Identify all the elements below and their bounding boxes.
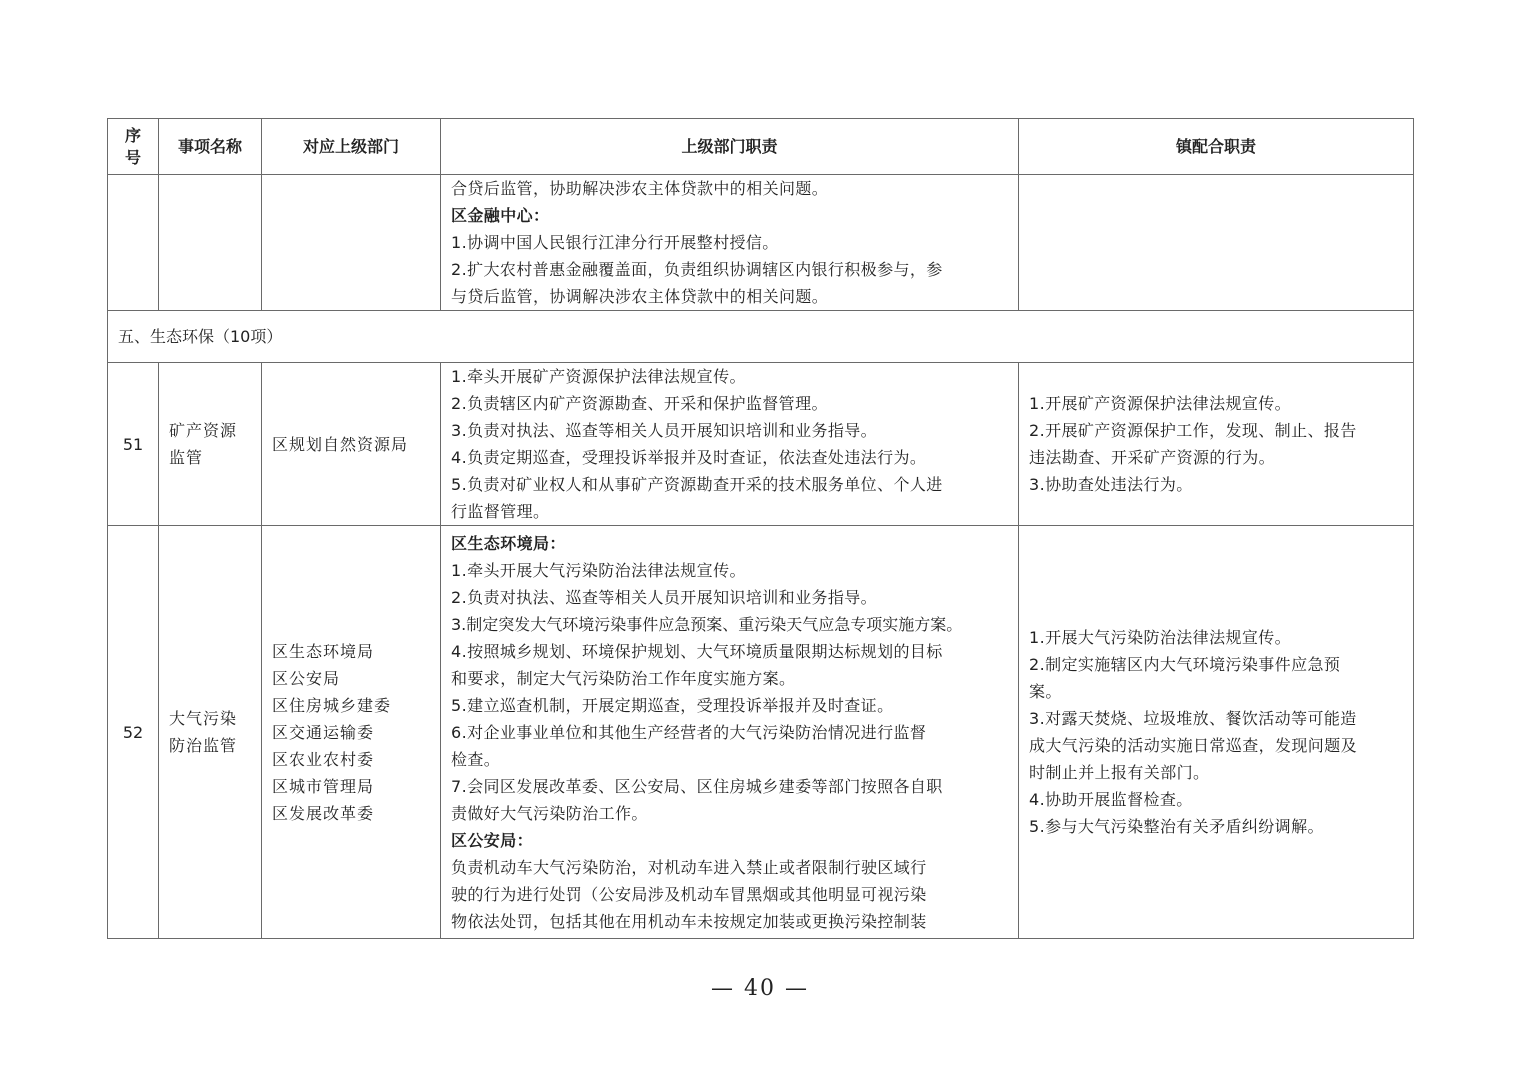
duty-line: 物依法处罚，包括其他在用机动车未按规定加装或更换污染控制装 xyxy=(451,911,927,931)
header-superior-duty: 上级部门职责 xyxy=(441,119,1019,175)
duty-subheading: 区金融中心： xyxy=(451,206,550,225)
duty-line: 和要求，制定大气污染防治工作年度实施方案。 xyxy=(451,668,796,688)
table-row xyxy=(108,526,1414,939)
duty-line: 行监督管理。 xyxy=(451,502,550,521)
row-town-duty xyxy=(1019,363,1414,526)
town-duty-line: 违法勘查、开采矿产资源的行为。 xyxy=(1029,448,1276,467)
duty-line: 5.建立巡查机制，开展定期巡查，受理投诉举报并及时查证。 xyxy=(451,695,894,715)
town-duty-line: 2.制定实施辖区内大气环境污染事件应急预 xyxy=(1029,655,1341,674)
duty-line: 负责机动车大气污染防治，对机动车进入禁止或者限制行驶区域行 xyxy=(451,857,927,877)
table-row xyxy=(108,363,1414,526)
cell-town-duty xyxy=(1019,175,1414,311)
town-duty-line: 5.参与大气污染整治有关矛盾纠纷调解。 xyxy=(1029,817,1324,836)
duty-line: 合贷后监管，协助解决涉农主体贷款中的相关问题。 xyxy=(451,179,829,198)
dept-line: 区农业农村委 xyxy=(272,749,375,769)
item-name-line: 矿产资源 xyxy=(169,421,238,440)
duty-line: 2.负责对执法、巡查等相关人员开展知识培训和业务指导。 xyxy=(451,587,878,607)
section-row xyxy=(108,311,1414,363)
duty-line: 2.负责辖区内矿产资源勘查、开采和保护监督管理。 xyxy=(451,394,828,413)
dept-line: 区发展改革委 xyxy=(272,803,375,823)
item-name-line: 防治监管 xyxy=(169,736,238,755)
duty-line: 4.负责定期巡查，受理投诉举报并及时查证，依法查处违法行为。 xyxy=(451,448,927,467)
duty-line: 驶的行为进行处罚（公安局涉及机动车冒黑烟或其他明显可视污染 xyxy=(451,884,927,904)
dept-line: 区住房城乡建委 xyxy=(272,695,392,715)
cell-item-name xyxy=(159,175,262,311)
duty-line: 2.扩大农村普惠金融覆盖面，负责组织协调辖区内银行积极参与，参 xyxy=(451,260,943,279)
table-header-row xyxy=(108,119,1414,175)
dept-line: 区规划自然资源局 xyxy=(272,434,409,454)
row-town-duty xyxy=(1019,526,1414,939)
town-duty-line: 成大气污染的活动实施日常巡查，发现问题及 xyxy=(1029,736,1358,755)
town-duty-line: 3.协助查处违法行为。 xyxy=(1029,475,1193,494)
row-serial: 51 xyxy=(108,363,159,526)
duty-line: 检查。 xyxy=(451,749,501,769)
row-item-name xyxy=(159,363,262,526)
duty-line: 6.对企业事业单位和其他生产经营者的大气污染防治情况进行监督 xyxy=(451,722,927,742)
dept-line: 区公安局 xyxy=(272,668,341,688)
section-title: 五、生态环保（10项） xyxy=(108,311,1414,363)
dept-line: 区城市管理局 xyxy=(272,776,375,796)
duty-line: 1.牵头开展矿产资源保护法律法规宣传。 xyxy=(451,367,746,386)
row-superior-duty xyxy=(441,363,1019,526)
town-duty-line: 4.协助开展监督检查。 xyxy=(1029,790,1193,809)
duty-line: 1.协调中国人民银行江津分行开展整村授信。 xyxy=(451,233,779,252)
item-name-line: 监管 xyxy=(169,448,204,467)
header-town-duty: 镇配合职责 xyxy=(1019,119,1414,175)
duty-subheading: 区公安局： xyxy=(451,830,534,850)
dept-line: 区生态环境局 xyxy=(272,641,375,661)
duty-line: 1.牵头开展大气污染防治法律法规宣传。 xyxy=(451,560,746,580)
duty-subheading: 区生态环境局： xyxy=(451,533,566,553)
row-item-name xyxy=(159,526,262,939)
duty-line: 3.负责对执法、巡查等相关人员开展知识培训和业务指导。 xyxy=(451,421,878,440)
table-row-continuation xyxy=(108,175,1414,311)
duty-line: 3.制定突发大气环境污染事件应急预案、重污染天气应急专项实施方案。 xyxy=(451,614,963,634)
header-item-name: 事项名称 xyxy=(159,119,262,175)
duty-line: 5.负责对矿业权人和从事矿产资源勘查开采的技术服务单位、个人进 xyxy=(451,475,943,494)
town-duty-line: 时制止并上报有关部门。 xyxy=(1029,763,1210,782)
cell-serial xyxy=(108,175,159,311)
town-duty-line: 1.开展矿产资源保护法律法规宣传。 xyxy=(1029,394,1292,413)
duty-table xyxy=(107,118,1414,939)
cell-superior-duty xyxy=(441,175,1019,311)
town-duty-line: 2.开展矿产资源保护工作，发现、制止、报告 xyxy=(1029,421,1357,440)
duty-line: 4.按照城乡规划、环境保护规划、大气环境质量限期达标规划的目标 xyxy=(451,641,943,661)
row-superior-dept xyxy=(262,363,441,526)
cell-superior-dept xyxy=(262,175,441,311)
duty-line: 与贷后监管，协调解决涉农主体贷款中的相关问题。 xyxy=(451,287,829,306)
dept-line: 区交通运输委 xyxy=(272,722,375,742)
duty-line: 责做好大气污染防治工作。 xyxy=(451,803,648,823)
row-superior-dept xyxy=(262,526,441,939)
row-serial: 52 xyxy=(108,526,159,939)
header-superior-dept: 对应上级部门 xyxy=(262,119,441,175)
town-duty-line: 3.对露天焚烧、垃圾堆放、餐饮活动等可能造 xyxy=(1029,709,1357,728)
header-serial: 序 号 xyxy=(108,119,159,175)
item-name-line: 大气污染 xyxy=(169,709,238,728)
duty-line: 7.会同区发展改革委、区公安局、区住房城乡建委等部门按照各自职 xyxy=(451,776,943,796)
town-duty-line: 案。 xyxy=(1029,682,1062,701)
town-duty-line: 1.开展大气污染防治法律法规宣传。 xyxy=(1029,628,1292,647)
row-superior-duty xyxy=(441,526,1019,939)
page-number: — 40 — xyxy=(711,976,809,1001)
